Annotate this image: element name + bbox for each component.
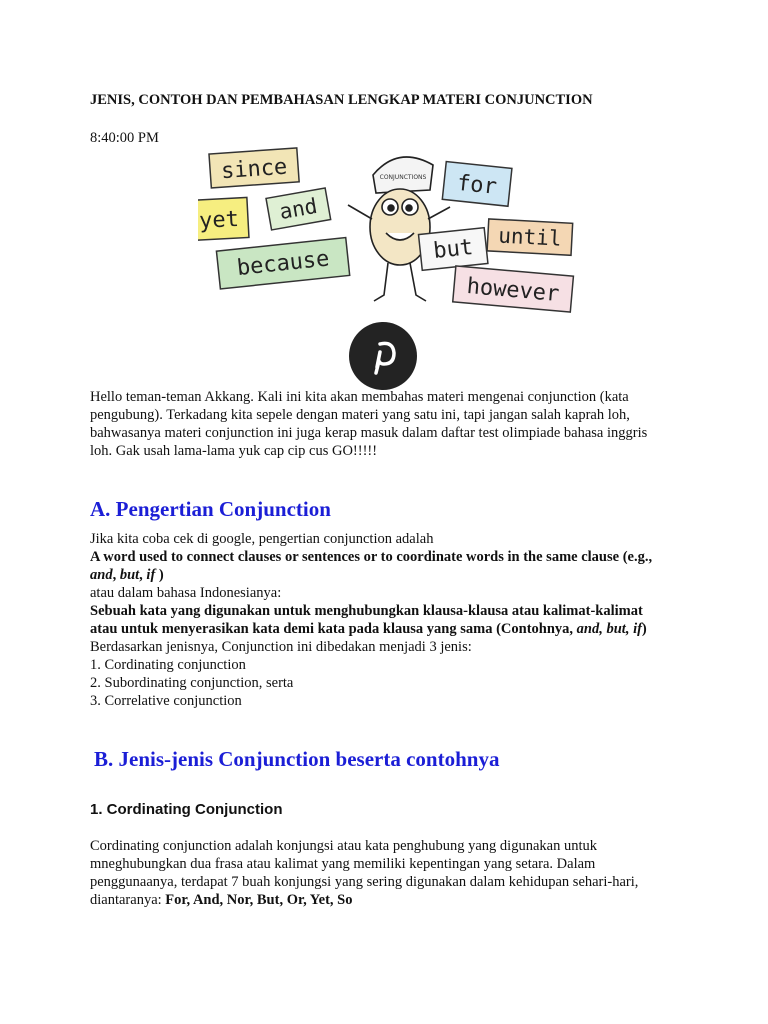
word-card-but [419,228,488,271]
word-because: because [235,246,331,282]
type-item: 3. Correlative conjunction [90,693,242,709]
google-definition-intro: Jika kita coba cek di google, pengertian conjunction adalah [90,531,434,547]
cordinating-list: For, And, Nor, But, Or, Yet, So [165,892,353,908]
intro-line: bahwasanya materi conjunction ini juga kerap masuk dalam daftar test olimpiade bahasa inggris [90,425,648,441]
indonesian-examples: and, but, if [576,621,642,637]
word-until: until [497,223,563,251]
document-title: JENIS, CONTOH DAN PEMBAHASAN LENGKAP MATERI CONJUNCTION [90,92,593,108]
cordinating-line: diantaranya: For, And, Nor, But, Or, Yet, So [90,892,353,908]
english-definition-line1: A word used to connect clauses or sentences or to coordinate words in the same clause (e.g., [90,549,653,565]
cordinating-line: Cordinating conjunction adalah konjungsi atau kata penghubung yang digunakan untuk [90,838,597,854]
heading-section-a: A. Pengertian Conjunction [90,497,331,521]
word-since: since [220,154,289,185]
pinterest-button[interactable] [349,322,417,390]
word-but: but [432,234,475,264]
cordinating-body [90,837,638,909]
intro-line: Hello teman-teman Akkang. Kali ini kita akan membahas materi mengenai conjunction (kata [90,389,629,405]
type-item: 1. Cordinating conjunction [90,657,246,673]
indonesian-definition-line2: atau untuk menyerasikan kata demi kata pada klausa yang sama (Contohnya, and, but, if) [90,621,647,637]
conjunction-illustration [198,145,582,320]
cordinating-line: penggunaanya, terdapat 7 buah konjungsi yang sering digunakan dalam kehidupan sehari-hari, [90,874,639,890]
intro-paragraph [90,388,647,460]
word-card-until [487,219,573,255]
cap-text: CONJUNCTIONS [379,174,427,181]
pinterest-icon [349,322,417,390]
example-and: and [90,567,113,583]
word-and: and [277,193,320,225]
indonesian-definition-line1: Sebuah kata yang digunakan untuk menghubungkan klausa-klausa atau kalimat-kalimat [90,603,643,619]
word-card-since [209,148,299,188]
section-a-body [90,530,652,710]
word-card-however [453,266,574,312]
subheading-cordinating: 1. Cordinating Conjunction [90,801,283,818]
word-card-and [266,188,331,230]
word-however: however [465,274,561,307]
post-time: 8:40:00 PM [90,130,159,146]
type-item: 2. Subordinating conjunction, serta [90,675,294,691]
word-for: for [455,170,499,200]
intro-line: pengubung). Terkadang kita sepele dengan materi yang satu ini, tapi jangan salah kaprah loh, [90,407,630,423]
heading-section-b: B. Jenis-jenis Conjunction beserta contohnya [94,747,500,771]
types-intro: Berdasarkan jenisnya, Conjunction ini dibedakan menjadi 3 jenis: [90,639,472,655]
word-card-yet [198,197,249,240]
word-yet: yet [198,206,240,234]
cordinating-line: mneghubungkan dua frasa atau kalimat yang memiliki kepentingan yang setara. Dalam [90,856,596,872]
example-if: if [146,567,156,583]
english-definition-line2: and, but, if ) [90,567,164,583]
cartoon-character [348,157,450,301]
example-but: but [119,567,140,583]
indonesian-intro: atau dalam bahasa Indonesianya: [90,585,282,601]
word-card-because [216,238,349,289]
intro-line: loh. Gak usah lama-lama yuk cap cip cus GO!!!!! [90,443,378,459]
word-card-for [442,162,512,207]
